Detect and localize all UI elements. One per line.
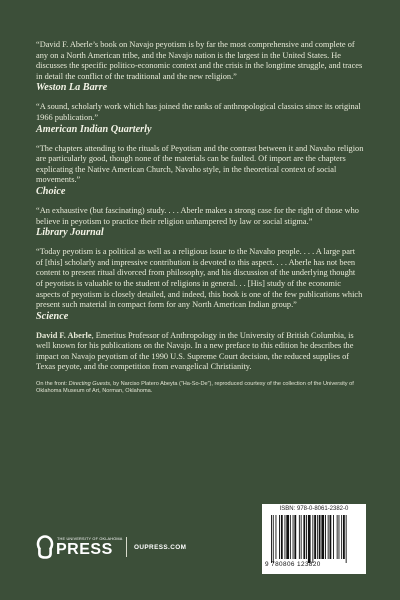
quote-source: American Indian Quarterly bbox=[36, 123, 152, 135]
quote-text: “David F. Aberle’s book on Navajo peyotism is by far the most comprehensive and complete of any on a North American tribe, and the Navajo nation is the largest in the United States. He discusses the specific politico-economic context and the crisis in the longtime struggle, and traces in detail the conflict of the traditional and the new religion.” bbox=[36, 40, 363, 81]
publisher-logo-small-text: THE UNIVERSITY OF OKLAHOMA bbox=[57, 537, 123, 541]
credit-prefix: On the front: bbox=[36, 381, 69, 388]
publisher-logo-name: PRESS bbox=[56, 541, 113, 558]
barcode-bars bbox=[271, 515, 359, 563]
isbn-barcode bbox=[262, 504, 366, 574]
quote-text: “Today peyotism is a political as well as a religious issue to the Navaho people. . . . A large part of [this] scholarly and impressive contribution is devoted to this aspect. . . . Aberle has not been content to present ritual divorced from philosophy, and his discussion of the underlying thought of peyotists is valuable to the student of religions in general. . . [His] study of the economic aspects of peyotism is closely detailed, and indeed, this book is one of the few publications which present such material in compact form for any North American Indian group.” bbox=[36, 247, 363, 310]
author-bio bbox=[36, 331, 364, 373]
quote-text: “An exhaustive (but fascinating) study. . . . Aberle makes a strong case for the right of those who believe in peyotism to practice their religion unhampered by law or social stigma.” bbox=[36, 205, 359, 226]
barcode-digits: 9 780806 123820 bbox=[265, 561, 321, 568]
cover-art-credit bbox=[36, 381, 364, 395]
quote-source: Choice bbox=[36, 185, 66, 197]
credit-text: , by Narciso Platero Abeyta (“Ha-So-De”), reproduced courtesy of the collection of the University of Oklahoma Museum of Art, Norman, Oklahoma. bbox=[36, 381, 354, 395]
publisher-website: OUPRESS.COM bbox=[134, 544, 187, 551]
footer-divider bbox=[126, 537, 127, 557]
quote-source: Science bbox=[36, 310, 69, 322]
publisher-footer bbox=[36, 508, 364, 578]
ou-monogram-icon bbox=[36, 535, 54, 559]
quote-source: Weston La Barre bbox=[36, 82, 108, 94]
quote-source: Library Journal bbox=[36, 227, 104, 239]
artwork-title: Directing Guests bbox=[68, 381, 111, 388]
quote-text: “A sound, scholarly work which has joined the ranks of anthropological classics since its original 1966 publication.” bbox=[36, 102, 361, 122]
quote-text: “The chapters attending to the rituals of Peyotism and the contrast between it and Navaho religion are particularly good, though none of the materials can be faulted. Of import are the chapters explicating the Native American Church, Navaho style, in the theoretical context of social movements.” bbox=[36, 143, 364, 185]
publisher-logo bbox=[36, 532, 122, 564]
isbn-label: ISBN: 978-0-8061-2382-0 bbox=[279, 506, 349, 512]
author-bio-text: , Emeritus Professor of Anthropology in the University of British Columbia, is well known for his publications on the Navajo. In a new preface to this edition he describes the impact on Navajo peyotism of the 1990 U.S. Supreme Court decision, the reduced supplies of Texas peyote, and the competition from evangelical Christianity. bbox=[36, 330, 354, 372]
author-name: David F. Aberle bbox=[36, 330, 92, 340]
